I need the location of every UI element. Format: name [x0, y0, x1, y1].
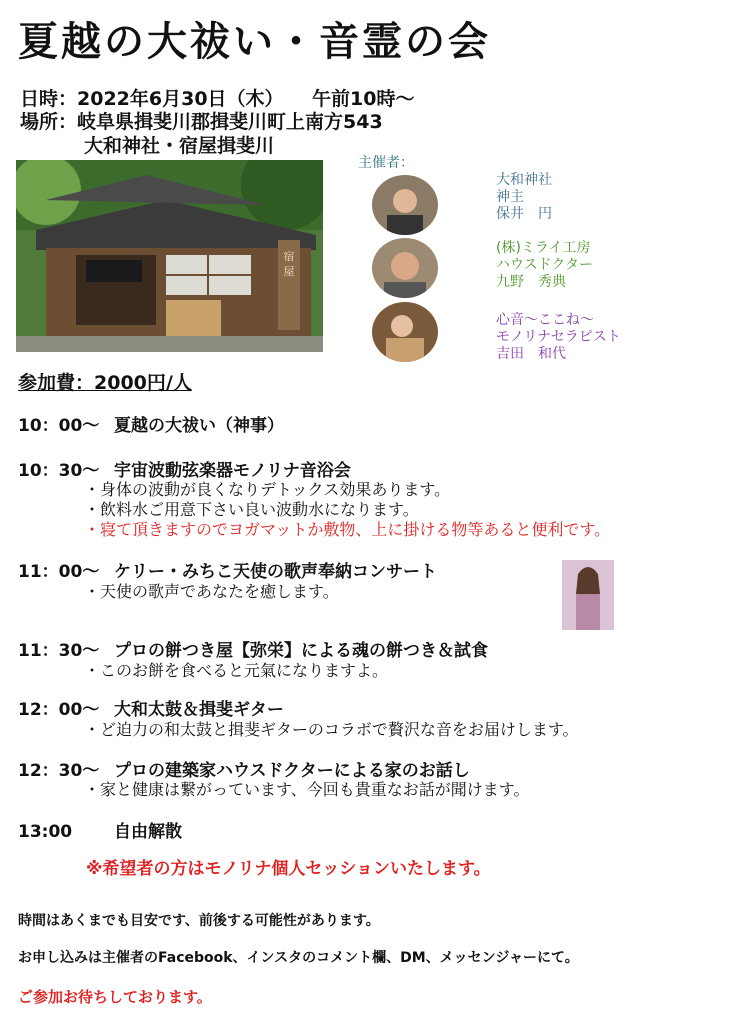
- schedule-time: 11：00～: [18, 562, 100, 582]
- avatar: [372, 238, 438, 298]
- avatar: [372, 175, 438, 235]
- session-note: ※希望者の方はモノリナ個人セッションいたします。: [86, 859, 491, 879]
- schedule-title: プロの餅つき屋【弥栄】による魂の餅つき＆試食: [114, 641, 488, 661]
- participation-fee: 参加費：2000円/人: [18, 372, 192, 394]
- closing-message: ご参加お待ちしております。: [18, 988, 212, 1006]
- schedule-item: [18, 411, 284, 436]
- schedule-bullet: ・ど迫力の和太鼓と揖斐ギターのコラボで贅沢な音をお届けします。: [84, 720, 579, 739]
- note-time: 時間はあくまでも目安です、前後する可能性があります。: [18, 913, 380, 929]
- shrine-photo: [16, 160, 323, 352]
- organizers-label: 主催者：: [358, 155, 414, 171]
- schedule-bullet: ・身体の波動が良くなりデトックス効果あります。: [84, 480, 451, 499]
- organizer-3-org: 心音～ここね～: [496, 312, 594, 328]
- schedule-title: プロの建築家ハウスドクターによる家のお話し: [114, 761, 470, 781]
- schedule-time: 10：30～: [18, 461, 100, 481]
- organizer-2-name: 九野 秀典: [496, 274, 566, 290]
- organizer-1-org: 大和神社: [496, 172, 552, 188]
- schedule-bullet: ・飲料水ご用意下さい良い波動水になります。: [84, 500, 419, 519]
- schedule-title: 大和太鼓＆揖斐ギター: [114, 700, 284, 720]
- organizer-1: [496, 172, 552, 223]
- schedule-title: 夏越の大祓い（神事）: [114, 416, 284, 436]
- event-place: 場所：岐阜県揖斐川郡揖斐川町上南方543: [20, 111, 383, 133]
- schedule-bullet: ・このお餅を食べると元氣になりますよ。: [84, 661, 389, 680]
- schedule-title: 宇宙波動弦楽器モノリナ音浴会: [114, 461, 351, 481]
- schedule-time: 11：30～: [18, 641, 100, 661]
- schedule-bullet: ・家と健康は繋がっています、今回も貴重なお話が聞けます。: [84, 780, 530, 799]
- organizer-2: [496, 240, 593, 291]
- schedule-title: ケリー・みちこ天使の歌声奉納コンサート: [114, 562, 437, 582]
- organizer-2-role: ハウスドクター: [496, 257, 594, 273]
- event-datetime: 日時：2022年6月30日（木） 午前10時～: [20, 88, 415, 110]
- organizer-3-role: モノリナセラピスト: [496, 329, 621, 345]
- svg-text:宿: 宿: [283, 250, 295, 263]
- note-apply: お申し込みは主催者のFacebook、インスタのコメント欄、DM、メッセンジャーにて。: [18, 950, 579, 966]
- organizer-3-name: 吉田 和代: [496, 346, 566, 362]
- organizer-2-org: (株)ミライ工房: [496, 240, 591, 256]
- page-title: 夏越の大祓い・音霊の会: [18, 19, 491, 65]
- schedule-title: 自由解散: [114, 822, 182, 842]
- schedule-bullet: ・天使の歌声であなたを癒します。: [84, 582, 339, 601]
- organizer-1-name: 保井 円: [496, 206, 552, 222]
- schedule-time: 12：30～: [18, 761, 100, 781]
- event-venue: 大和神社・宿屋揖斐川: [84, 135, 275, 157]
- schedule-time: 12：00～: [18, 700, 100, 720]
- schedule-time: 13:00: [18, 822, 73, 842]
- schedule-time: 10：00～: [18, 416, 100, 436]
- organizer-3: [496, 312, 621, 363]
- avatar: [372, 302, 438, 362]
- singer-photo: [562, 560, 614, 630]
- svg-text:屋: 屋: [283, 265, 295, 278]
- schedule-item: [18, 817, 182, 842]
- schedule-bullet-red: ・寝て頂きますのでヨガマットか敷物、上に掛ける物等あると便利です。: [84, 520, 611, 539]
- organizer-1-role: 神主: [496, 189, 524, 205]
